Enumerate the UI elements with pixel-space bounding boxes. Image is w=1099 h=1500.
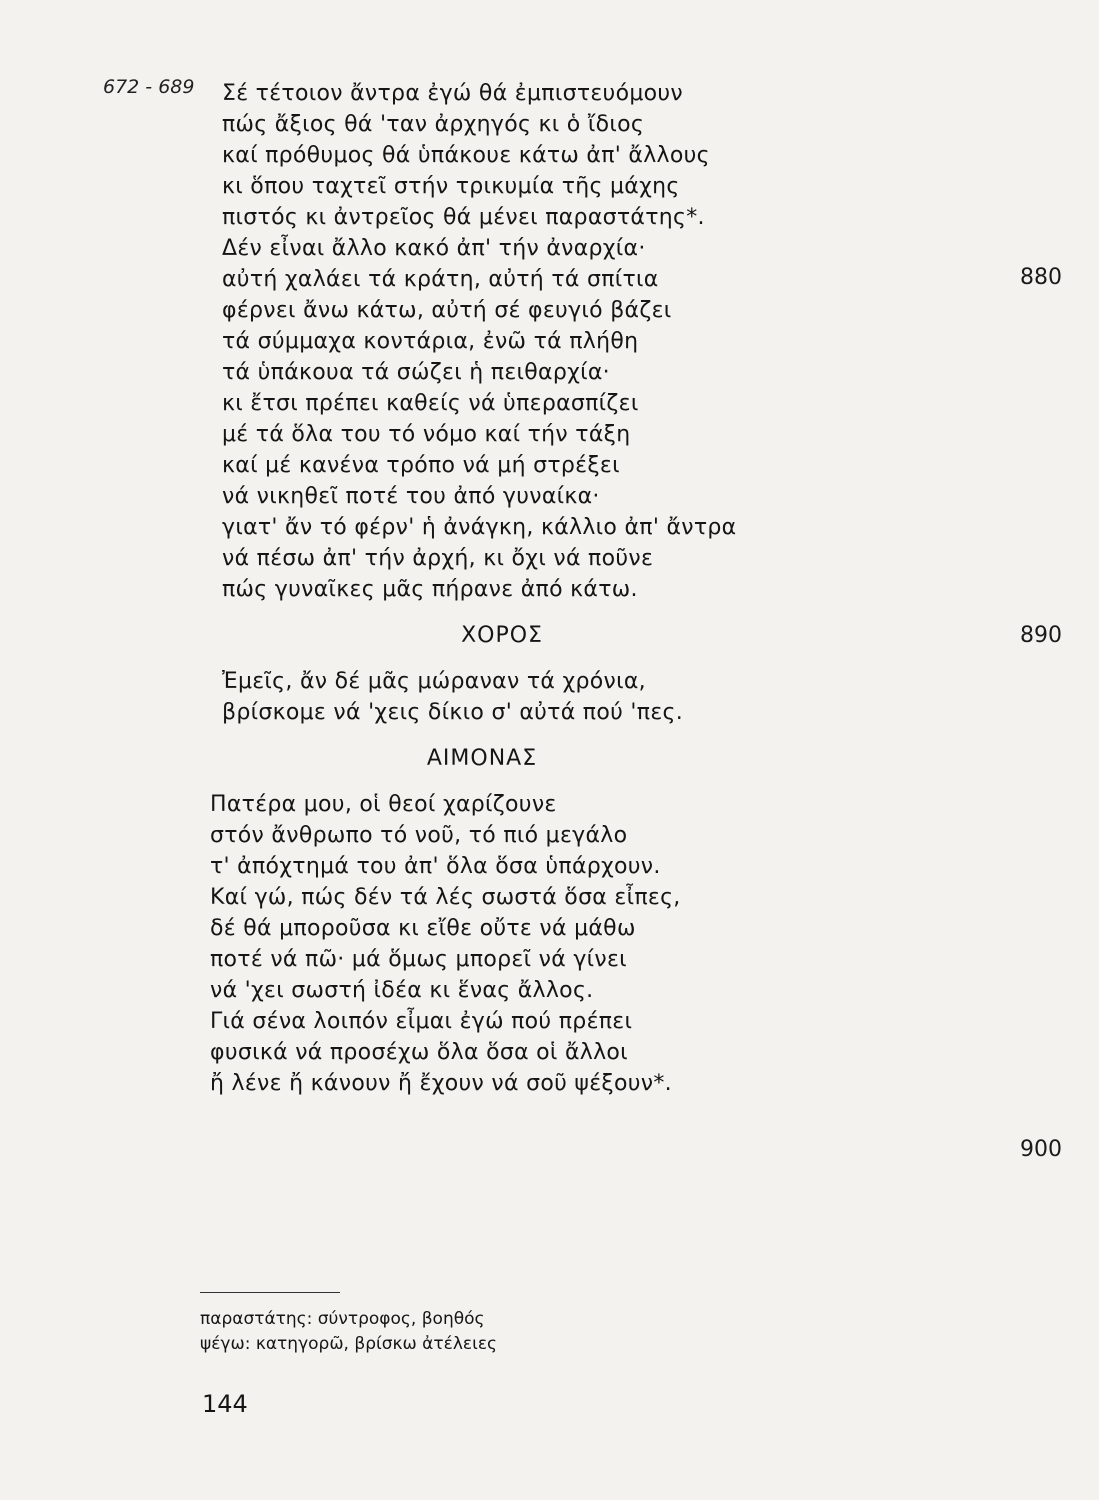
verse-line: νά νικηθεῖ ποτέ του ἀπό γυναίκα· xyxy=(222,484,600,509)
speaker-heading-chorus: ΧΟΡΟΣ xyxy=(461,623,543,648)
line-number: 880 xyxy=(1020,265,1062,290)
verse-line: Ἐμεῖς, ἄν δέ μᾶς μώραναν τά χρόνια, xyxy=(222,669,646,694)
verse-line: Δέν εἶναι ἄλλο κακό ἀπ' τήν ἀναρχία· xyxy=(222,236,646,261)
verse-line: ποτέ νά πῶ· μά ὅμως μπορεῖ νά γίνει xyxy=(210,947,627,972)
verse-line: γιατ' ἄν τό φέρν' ἡ ἀνάγκη, κάλλιο ἀπ' ἄντρα xyxy=(222,515,737,540)
verse-line: κι ἔτσι πρέπει καθείς νά ὑπερασπίζει xyxy=(222,391,639,416)
footnote: ψέγω: κατηγορῶ, βρίσκω ἀτέλειες xyxy=(200,1334,497,1354)
line-number: 890 xyxy=(1020,623,1062,648)
verse-block xyxy=(210,78,862,1099)
verse-line: φέρνει ἄνω κάτω, αὐτή σέ φευγιό βάζει xyxy=(222,298,672,323)
verse-line: βρίσκομε νά 'χεις δίκιο σ' αὐτά πού 'πες. xyxy=(222,700,684,725)
speaker-heading-haemon: ΑΙΜΟΝΑΣ xyxy=(426,746,538,771)
verse-line: δέ θά μποροῦσα κι εἴθε οὔτε νά μάθω xyxy=(210,916,636,941)
verse-line: κι ὅπου ταχτεῖ στήν τρικυμία τῆς μάχης xyxy=(222,174,680,199)
verse-line: Καί γώ, πώς δέν τά λές σωστά ὅσα εἶπες, xyxy=(210,885,681,910)
line-number: 900 xyxy=(1020,1137,1062,1162)
verse-line: πιστός κι ἀντρεῖος θά μένει παραστάτης*. xyxy=(222,205,705,230)
verse-line: ἤ λένε ἤ κάνουν ἤ ἔχουν νά σοῦ ψέξουν*. xyxy=(210,1071,672,1096)
verse-line: Γιά σένα λοιπόν εἶμαι ἐγώ πού πρέπει xyxy=(210,1009,633,1034)
verse-line: νά 'χει σωστή ἰδέα κι ἕνας ἄλλος. xyxy=(210,978,594,1003)
verse-range-reference: 672 - 689 xyxy=(103,76,195,98)
verse-line: τά ὑπάκουα τά σώζει ἡ πειθαρχία· xyxy=(222,360,610,385)
verse-line: Πατέρα μου, οἱ θεοί χαρίζουνε xyxy=(210,792,557,817)
page-number: 144 xyxy=(202,1390,248,1418)
verse-line: καί μέ κανένα τρόπο νά μή στρέξει xyxy=(222,453,620,478)
verse-line: μέ τά ὅλα του τό νόμο καί τήν τάξη xyxy=(222,422,631,447)
footnote: παραστάτης: σύντροφος, βοηθός xyxy=(200,1309,485,1329)
verse-line: τ' ἀπόχτημά του ἀπ' ὅλα ὅσα ὑπάρχουν. xyxy=(210,854,661,879)
verse-line: στόν ἄνθρωπο τό νοῦ, τό πιό μεγάλο xyxy=(210,823,628,848)
verse-line: φυσικά νά προσέχω ὅλα ὅσα οἱ ἄλλοι xyxy=(210,1040,628,1065)
verse-line: τά σύμμαχα κοντάρια, ἐνῶ τά πλήθη xyxy=(222,329,639,354)
verse-line: αὐτή χαλάει τά κράτη, αὐτή τά σπίτια xyxy=(222,267,659,292)
footnote-divider xyxy=(200,1292,340,1293)
verse-line: πώς γυναῖκες μᾶς πήρανε ἀπό κάτω. xyxy=(222,577,638,602)
verse-line: πώς ἄξιος θά 'ταν ἀρχηγός κι ὁ ἴδιος xyxy=(222,112,645,137)
verse-line: Σέ τέτοιον ἄντρα ἐγώ θά ἐμπιστευόμουν xyxy=(222,81,684,106)
verse-line: καί πρόθυμος θά ὑπάκουε κάτω ἀπ' ἄλλους xyxy=(222,143,710,168)
verse-line: νά πέσω ἀπ' τήν ἀρχή, κι ὄχι νά ποῦνε xyxy=(222,546,654,571)
